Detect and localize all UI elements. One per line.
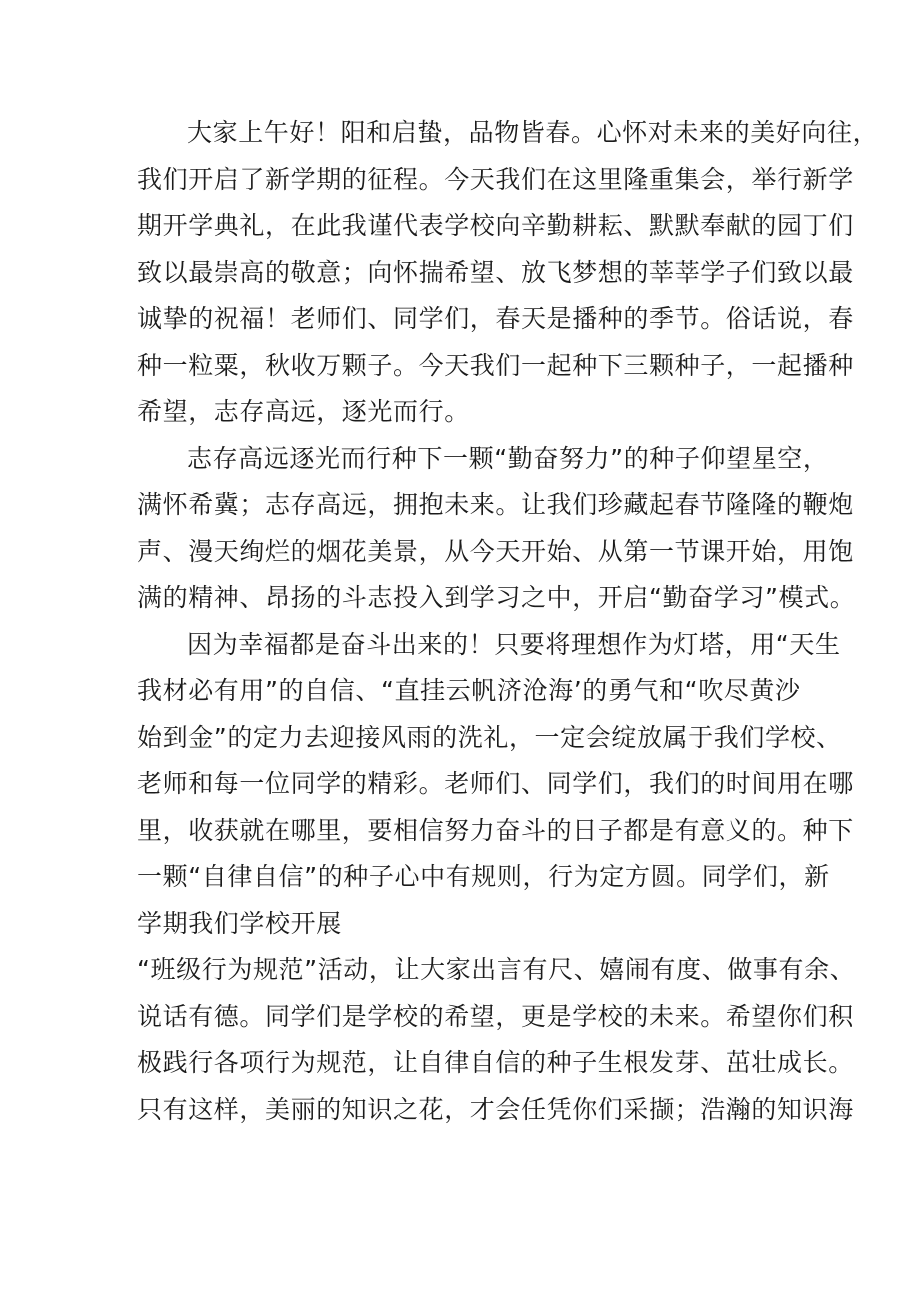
text-line: 说话有德。同学们是学校的希望，更是学校的未来。希望你们积	[137, 1001, 854, 1031]
text-line: 志存高远逐光而行种下一颗“勤奋努力”的种子仰望星空，	[187, 443, 829, 473]
text-line: 只有这样，美丽的知识之花，才会任凭你们采撷；浩瀚的知识海	[137, 1094, 854, 1124]
text-line: 致以最崇高的敬意；向怀揣希望、放飞梦想的莘莘学子们致以最	[137, 257, 854, 287]
text-line: 极践行各项行为规范，让自律自信的种子生根发芽、茁壮成长。	[137, 1048, 854, 1077]
document-body	[137, 110, 879, 1133]
text-line: 始到金”的定力去迎接风雨的洗礼，一定会绽放属于我们学校、	[137, 722, 842, 752]
text-line: 满的精神、昂扬的斗志投入到学习之中，开启“勤奋学习”模式。	[137, 583, 856, 612]
text-line: 大家上午好！阳和启蛰，品物皆春。心怀对未来的美好向往，	[187, 118, 879, 147]
text-line: 一颗“自律自信”的种子心中有规则，行为定方圆。同学们，新	[137, 862, 830, 891]
text-line: 满怀希冀；志存高远，拥抱未来。让我们珍藏起春节隆隆的鞭炮	[137, 490, 854, 519]
text-line: 期开学典礼，在此我谨代表学校向辛勤耕耘、默默奉献的园丁们	[137, 211, 854, 240]
text-line: 因为幸福都是奋斗出来的！只要将理想作为灯塔，用“天生	[187, 629, 841, 659]
text-line: 声、漫天绚烂的烟花美景，从今天开始、从第一节课开始，用饱	[137, 536, 854, 566]
text-line: 诚挚的祝福！老师们、同学们，春天是播种的季节。俗话说，春	[137, 304, 854, 333]
text-line: 我们开启了新学期的征程。今天我们在这里隆重集会，举行新学	[137, 164, 854, 194]
text-line: 种一粒粟，秋收万颗子。今天我们一起种下三颗种子，一起播种	[137, 350, 854, 380]
text-line: 希望，志存高远，逐光而行。	[137, 397, 470, 426]
text-line: 学期我们学校开展	[137, 908, 342, 938]
text-line: 里，收获就在哪里，要相信努力奋斗的日子都是有意义的。种下	[137, 815, 854, 845]
text-line: “班级行为规范”活动，让大家出言有尺、嬉闹有度、做事有余、	[137, 955, 856, 984]
text-line: 老师和每一位同学的精彩。老师们、同学们，我们的时间用在哪	[137, 769, 854, 798]
text-line: 我材必有用”的自信、“直挂云帆济沧海’的勇气和“吹尽黄沙	[137, 676, 801, 705]
